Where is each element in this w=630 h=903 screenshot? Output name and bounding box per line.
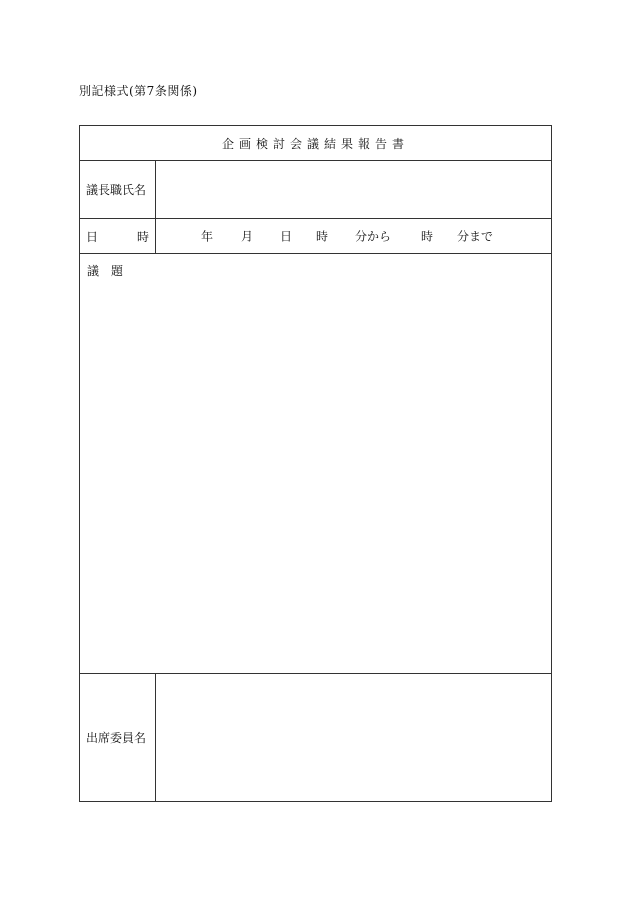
datetime-year-unit: 年 xyxy=(201,229,214,244)
agenda-label-first: 議 xyxy=(87,264,100,278)
chair-name-row xyxy=(80,161,551,219)
agenda-label xyxy=(87,262,123,279)
datetime-end-hour-unit: 時 xyxy=(421,229,434,244)
datetime-start-hour-unit: 時 xyxy=(316,229,329,244)
agenda-label-second: 題 xyxy=(111,264,124,278)
datetime-end-minute-unit: 分まで xyxy=(457,229,494,244)
datetime-label-day: 日 xyxy=(86,229,99,244)
form-title-row xyxy=(80,126,551,161)
agenda-field[interactable] xyxy=(80,282,551,673)
attending-members-label: 出席委員名 xyxy=(80,674,156,801)
attending-members-field[interactable] xyxy=(156,674,551,801)
datetime-day-unit: 日 xyxy=(280,229,293,244)
report-form-table xyxy=(79,125,552,802)
datetime-label-time: 時 xyxy=(136,229,149,244)
datetime-month-unit: 月 xyxy=(241,229,254,244)
agenda-row xyxy=(80,254,551,674)
chair-name-field[interactable] xyxy=(156,161,551,218)
form-title: 企画検討会議結果報告書 xyxy=(221,136,409,151)
attending-members-row xyxy=(80,674,551,801)
datetime-field[interactable] xyxy=(156,219,551,253)
datetime-start-minute-unit: 分から xyxy=(355,229,392,244)
datetime-row xyxy=(80,219,551,254)
form-number-label: 別記様式(第7条関係) xyxy=(79,84,198,98)
chair-name-label: 議長職氏名 xyxy=(80,161,156,218)
datetime-label xyxy=(80,219,156,253)
